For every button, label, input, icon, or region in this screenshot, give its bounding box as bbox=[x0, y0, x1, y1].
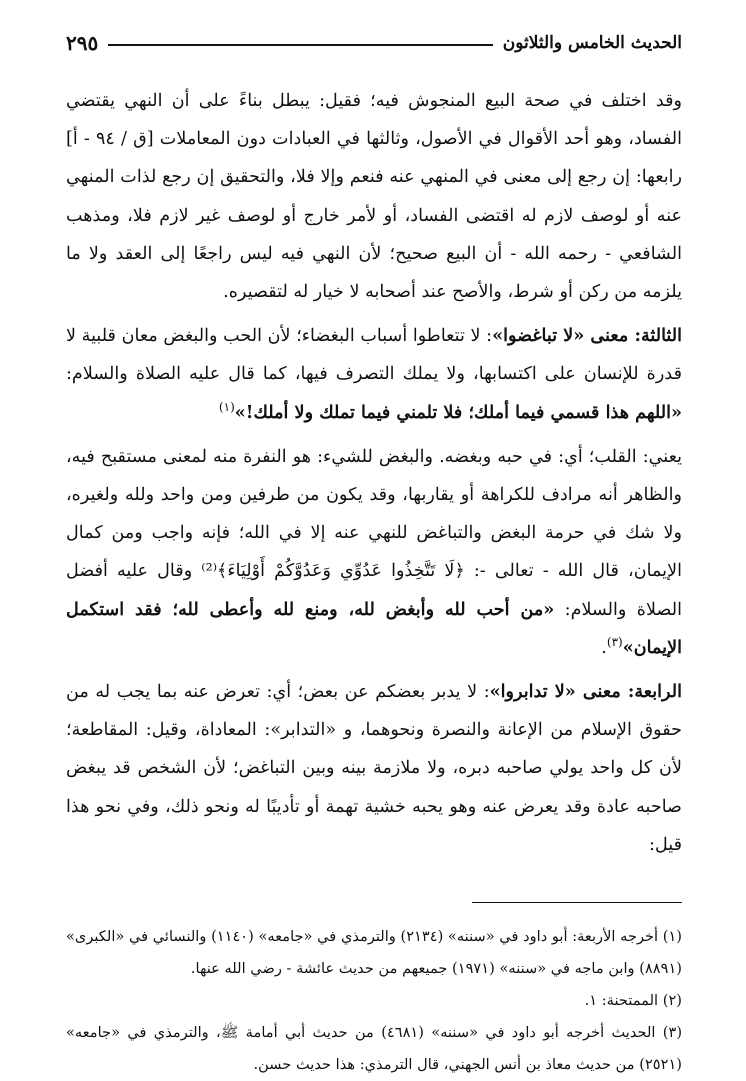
paragraph-4 bbox=[66, 673, 682, 864]
paragraph-text: وقد اختلف في صحة البيع المنجوش فيه؛ فقيل: يبطل بناءً على أن النهي يقتضي الفساد، وهو أحد الأقوال في الأصول، وثالثها في العبادات دون المعاملات [ق / ٩٤ - أ] رابعها: إن رجع إلى معنى في المنهي عنه فنعم وإلا فلا، والتحقيق إن رجع لذات المنهي عنه أو لوصف لازم له اقتضى الفساد، أو لأمر خارج أو لوصف غير لازم فلا، ومذهب الشافعي - رحمه الله - أن البيع صحيح؛ لأن النهي فيه ليس راجعًا إلى العقد ولا ما يلزمه من ركن أو شرط، والأصح عند أصحابه لا خيار له لتقصيره. bbox=[66, 91, 682, 303]
main-text bbox=[66, 82, 682, 864]
paragraph-tail: . bbox=[601, 637, 607, 658]
hadith-quote: «من أحب لله وأبغض لله، ومنع لله وأعطى لله؛ فقد استكمل الإيمان» bbox=[66, 598, 682, 658]
paragraph-text: : لا تتعاطوا أسباب البغضاء؛ لأن الحب والبغض معان قلبية لا قدرة للإنسان على اكتسابها، ولا يملك التصرف فيها، كما قال عليه الصلاة والسلام: bbox=[66, 326, 682, 385]
paragraph-1 bbox=[66, 82, 682, 311]
section-lead: الرابعة: معنى «لا تدابروا» bbox=[489, 681, 682, 703]
footnote-1: (١) أخرجه الأربعة: أبو داود في «سننه» (٢١٣٤) والترمذي في «جامعه» (١١٤٠) والنسائي في «الكبرى» (٨٨٩١) وابن ماجه في «سننه» (١٩٧١) جميعهم من حديث عائشة - رضي الله عنها. bbox=[66, 928, 682, 978]
page-header bbox=[66, 26, 682, 60]
footnote-2: (٢) الممتحنة: ١. bbox=[584, 992, 682, 1010]
footnote-3: (٣) الحديث أخرجه أبو داود في «سننه» (٤٦٨١) من حديث أبي أمامة ﷺ، والترمذي في «جامعه» (٢٥٢١) من حديث معاذ بن أنس الجهني، قال الترمذي: هذا حديث حسن. bbox=[66, 1024, 683, 1074]
paragraph-2 bbox=[66, 317, 682, 432]
paragraph-text: يعني: القلب؛ أي: في حبه وبغضه. والبغض للشيء: هو النفرة منه لمعنى مستقبح فيه، والظاهر أنه مرادف للكراهة أو يقاربها، وقد يكون من طرفين ومن واحد ولله ولغيره، ولا شك في حرمة البغض والتباغض للنهي عنه إلا في الله؛ فإنه واجب ومن كمال الإيمان، قال الله - تعالى -: ﴿لَا تَتَّخِذُوا عَدُوِّي وَعَدُوَّكُمْ أَوْلِيَاءَ﴾⁽²⁾ وقال عليه أفضل الصلاة والسلام: bbox=[66, 446, 682, 620]
running-title: الحديث الخامس والثلاثون bbox=[502, 33, 682, 53]
footnote-divider bbox=[472, 902, 682, 903]
section-lead: الثالثة: معنى «لا تباغضوا» bbox=[492, 325, 682, 347]
paragraph-text: : لا يدبر بعضكم عن بعض؛ أي: تعرض عنه بما يجب له من حقوق الإسلام من الإعانة والنصرة ونحوهما، و «التدابر»: المعاداة، وقيل: المقاطعة؛ لأن كل واحد يولي صاحبه دبره، ولا ملازمة بينه وبين التباغض؛ لأن الشخص قد يبغض صاحبه عادة وقد يعرض عنه وهو يحبه خشية تهمة أو تأديبًا له ونحو ذلك، وفي نحو هذا قيل: bbox=[66, 682, 682, 855]
paragraph-3 bbox=[66, 438, 682, 667]
hadith-quote: «اللهم هذا قسمي فيما أملك؛ فلا تلمني فيما تملك ولا أملك!» bbox=[234, 401, 682, 423]
page-number: ٢٩٥ bbox=[66, 31, 99, 55]
footnotes bbox=[66, 921, 682, 1081]
header-rule bbox=[108, 44, 492, 46]
footnote-mark: (١) bbox=[218, 399, 235, 414]
footnote-mark: (٣) bbox=[606, 634, 623, 649]
